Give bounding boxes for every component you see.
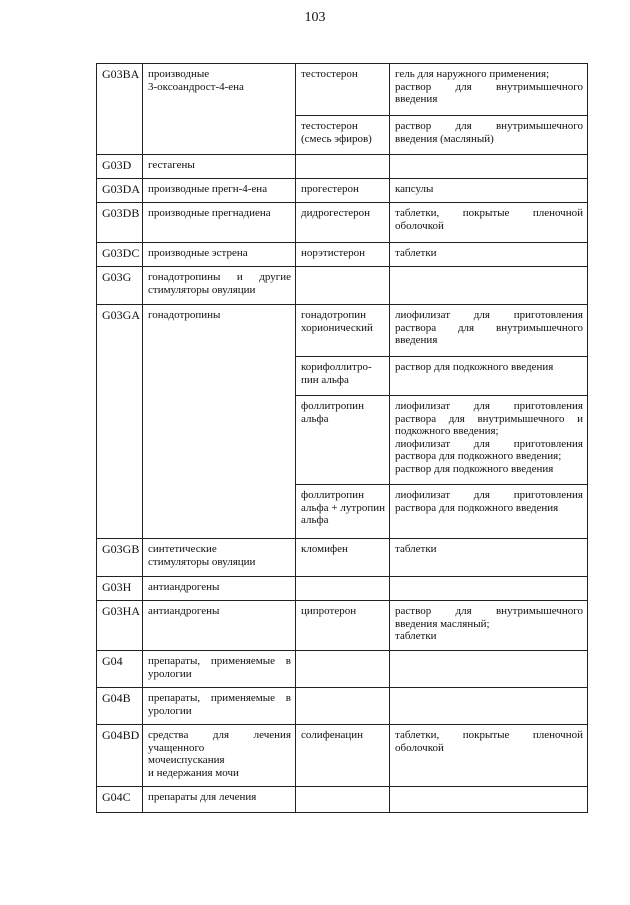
table-row: [97, 179, 588, 203]
atc-code-cell: G04B: [97, 688, 143, 725]
substance-cell: [296, 651, 390, 688]
group-name-cell: антиандрогены: [143, 601, 296, 651]
atc-code-cell: G03GA: [97, 305, 143, 539]
substance-cell: [296, 155, 390, 179]
substance-cell: корифоллитро- пин альфа: [296, 357, 390, 396]
dosage-form-cell: таблетки: [390, 539, 588, 577]
substance-cell: фоллитропин альфа + лутропин альфа: [296, 485, 390, 539]
atc-code-cell: G03DA: [97, 179, 143, 203]
substance-cell: [296, 688, 390, 725]
table-row: [97, 64, 588, 116]
group-name-cell: средства для лечения учащенного мочеиспускания и недержания мочи: [143, 725, 296, 787]
atc-code-cell: G03HA: [97, 601, 143, 651]
table-row: [97, 601, 588, 651]
dosage-form-cell: [390, 787, 588, 813]
dosage-form-cell: лиофилизат для приготовления раствора для внутримышечного и подкожного введения; лиофилизат для приготовления раствора для подкожного введения; раствор для подкожного введения: [390, 396, 588, 485]
dosage-form-cell: таблетки, покрытые пленочной оболочкой: [390, 203, 588, 243]
atc-code-cell: G03DC: [97, 243, 143, 267]
substance-cell: тестостерон: [296, 64, 390, 116]
group-name-cell: препараты, применяемые в урологии: [143, 688, 296, 725]
substance-cell: ципротерон: [296, 601, 390, 651]
atc-drug-table: [96, 63, 588, 813]
dosage-form-cell: капсулы: [390, 179, 588, 203]
atc-code-cell: G03G: [97, 267, 143, 305]
table-row: [97, 243, 588, 267]
page-number: 103: [304, 10, 326, 25]
atc-code-cell: G04C: [97, 787, 143, 813]
group-name-cell: гонадотропины: [143, 305, 296, 539]
dosage-form-cell: лиофилизат для приготовления раствора для внутримышечного введения: [390, 305, 588, 357]
substance-cell: солифенацин: [296, 725, 390, 787]
atc-code-cell: G03D: [97, 155, 143, 179]
group-name-cell: гонадотропины и другие стимуляторы овуляции: [143, 267, 296, 305]
table-row: [97, 577, 588, 601]
substance-cell: кломифен: [296, 539, 390, 577]
dosage-form-cell: таблетки: [390, 243, 588, 267]
table-row: [97, 539, 588, 577]
dosage-form-cell: [390, 155, 588, 179]
dosage-form-cell: [390, 651, 588, 688]
dosage-form-cell: раствор для внутримышечного введения масляный; таблетки: [390, 601, 588, 651]
atc-code-cell: G03BA: [97, 64, 143, 155]
substance-cell: дидрогестерон: [296, 203, 390, 243]
substance-cell: гонадотропин хорионический: [296, 305, 390, 357]
atc-code-cell: G03DB: [97, 203, 143, 243]
table-row: [97, 725, 588, 787]
group-name-cell: гестагены: [143, 155, 296, 179]
table-body: [97, 64, 588, 813]
dosage-form-cell: раствор для подкожного введения: [390, 357, 588, 396]
dosage-form-cell: гель для наружного применения; раствор для внутримышечного введения: [390, 64, 588, 116]
table-row: [97, 267, 588, 305]
atc-code-cell: G04: [97, 651, 143, 688]
dosage-form-cell: лиофилизат для приготовления раствора для подкожного введения: [390, 485, 588, 539]
atc-code-cell: G04BD: [97, 725, 143, 787]
table-row: [97, 203, 588, 243]
table-row: [97, 688, 588, 725]
group-name-cell: производные прегн-4-ена: [143, 179, 296, 203]
substance-cell: норэтистерон: [296, 243, 390, 267]
table-row: [97, 305, 588, 357]
group-name-cell: производные эстрена: [143, 243, 296, 267]
dosage-form-cell: [390, 267, 588, 305]
dosage-form-cell: раствор для внутримышечного введения (масляный): [390, 116, 588, 155]
substance-cell: [296, 267, 390, 305]
table-row: [97, 651, 588, 688]
substance-cell: прогестерон: [296, 179, 390, 203]
substance-cell: [296, 577, 390, 601]
substance-cell: [296, 787, 390, 813]
table-row: [97, 155, 588, 179]
atc-code-cell: G03H: [97, 577, 143, 601]
table-row: [97, 787, 588, 813]
dosage-form-cell: [390, 688, 588, 725]
group-name-cell: антиандрогены: [143, 577, 296, 601]
group-name-cell: синтетические стимуляторы овуляции: [143, 539, 296, 577]
dosage-form-cell: [390, 577, 588, 601]
substance-cell: тестостерон (смесь эфиров): [296, 116, 390, 155]
dosage-form-cell: таблетки, покрытые пленочной оболочкой: [390, 725, 588, 787]
group-name-cell: препараты для лечения: [143, 787, 296, 813]
group-name-cell: производные 3-оксоандрост-4-ена: [143, 64, 296, 155]
substance-cell: фоллитропин альфа: [296, 396, 390, 485]
group-name-cell: производные прегнадиена: [143, 203, 296, 243]
group-name-cell: препараты, применяемые в урологии: [143, 651, 296, 688]
atc-code-cell: G03GB: [97, 539, 143, 577]
